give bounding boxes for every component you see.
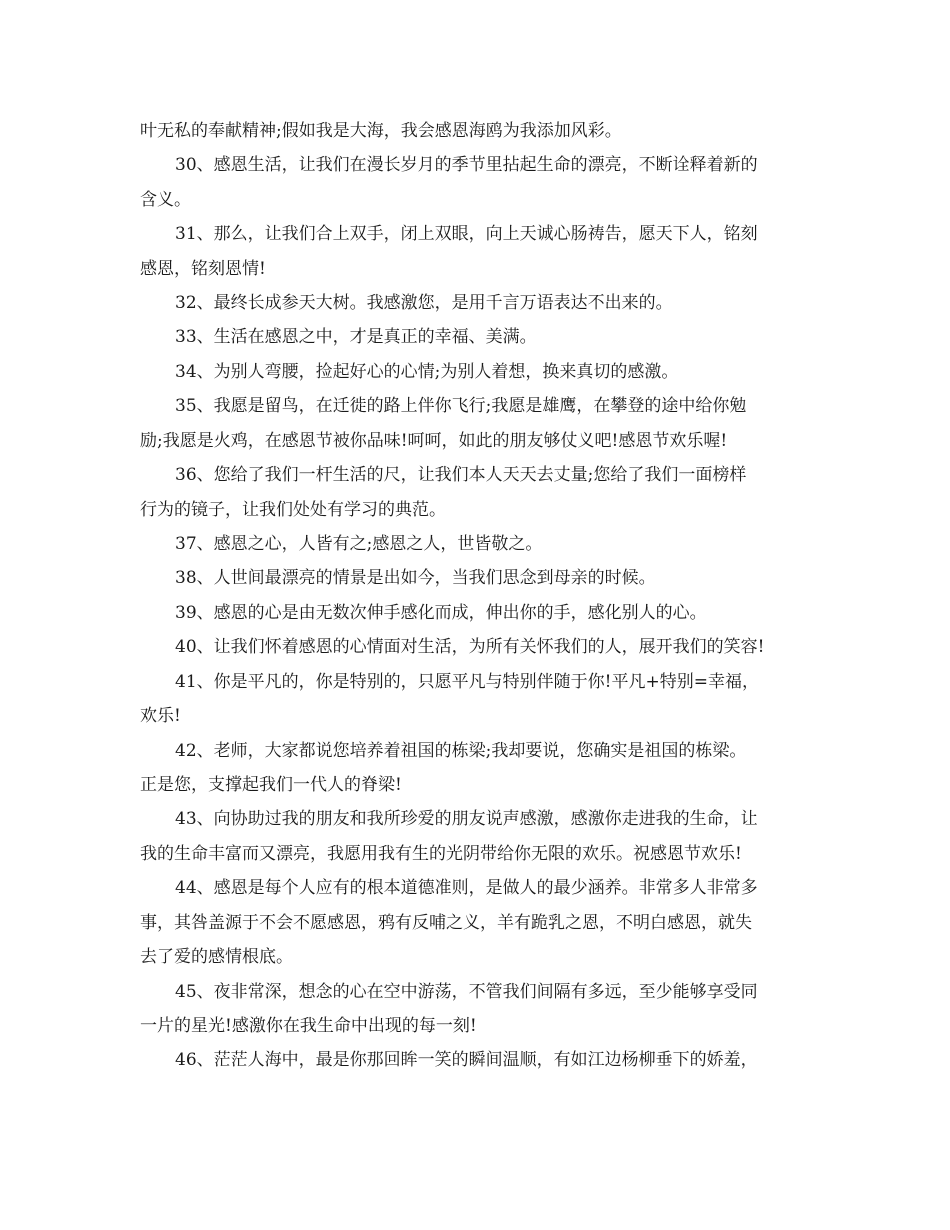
text-line: 37、感恩之心，人皆有之;感恩之人，世皆敬之。 [175,534,543,554]
text-line: 感恩，铭刻恩情! [140,259,266,279]
text-line: 32、最终长成参天大树。我感激您，是用千言万语表达不出来的。 [175,293,673,313]
text-line: 我的生命丰富而又漂亮，我愿用我有生的光阴带给你无限的欢乐。祝感恩节欢乐! [140,844,742,864]
text-line: 去了爱的感情根底。 [140,947,293,967]
text-line: 叶无私的奉献精神;假如我是大海，我会感恩海鸥为我添加风彩。 [140,121,622,141]
text-line: 35、我愿是留鸟，在迁徙的路上伴你飞行;我愿是雄鹰，在攀登的途中给你勉 [175,396,747,416]
text-line: 30、感恩生活，让我们在漫长岁月的季节里拈起生命的漂亮，不断诠释着新的 [175,155,758,175]
text-line: 欢乐! [140,706,181,726]
text-line: 行为的镜子，让我们处处有学习的典范。 [140,500,446,520]
text-line: 45、夜非常深，想念的心在空中游荡，不管我们间隔有多远，至少能够享受同 [175,982,758,1002]
text-line: 44、感恩是每个人应有的根本道德准则，是做人的最少涵养。非常多人非常多 [175,878,758,898]
text-line: 34、为别人弯腰，捡起好心的心情;为别人着想，换来真切的感激。 [175,362,679,382]
text-line: 正是您，支撑起我们一代人的脊梁! [140,775,402,795]
text-line: 43、向协助过我的朋友和我所珍爱的朋友说声感激，感激你走进我的生命，让 [175,809,758,829]
text-line: 42、老师，大家都说您培养着祖国的栋梁;我却要说，您确实是祖国的栋梁。 [175,741,747,761]
text-line: 励;我愿是火鸡，在感恩节被你品味!呵呵，如此的朋友够仗义吧!感恩节欢乐喔! [140,431,728,451]
text-line: 40、让我们怀着感恩的心情面对生活，为所有关怀我们的人，展开我们的笑容! [175,637,765,657]
text-line: 46、茫茫人海中，最是你那回眸一笑的瞬间温顺，有如江边杨柳垂下的娇羞， [175,1050,758,1070]
text-line: 33、生活在感恩之中，才是真正的幸福、美满。 [175,327,537,347]
text-line: 事，其咎盖源于不会不愿感恩，鸦有反哺之义，羊有跪乳之恩，不明白感恩，就失 [140,913,752,933]
text-line: 41、你是平凡的，你是特别的，只愿平凡与特别伴随于你!平凡+特别=幸福， [175,672,759,692]
text-line: 36、您给了我们一杆生活的尺，让我们本人天天去丈量;您给了我们一面榜样 [175,465,747,485]
text-line: 38、人世间最漂亮的情景是出如今，当我们思念到母亲的时候。 [175,568,656,588]
text-line: 一片的星光!感激你在我生命中出现的每一刻! [140,1016,477,1036]
text-line: 39、感恩的心是由无数次伸手感化而成，伸出你的手，感化别人的心。 [175,603,707,623]
text-line: 含义。 [140,190,191,210]
text-line: 31、那么，让我们合上双手，闭上双眼，向上天诚心肠祷告，愿天下人，铭刻 [175,224,758,244]
